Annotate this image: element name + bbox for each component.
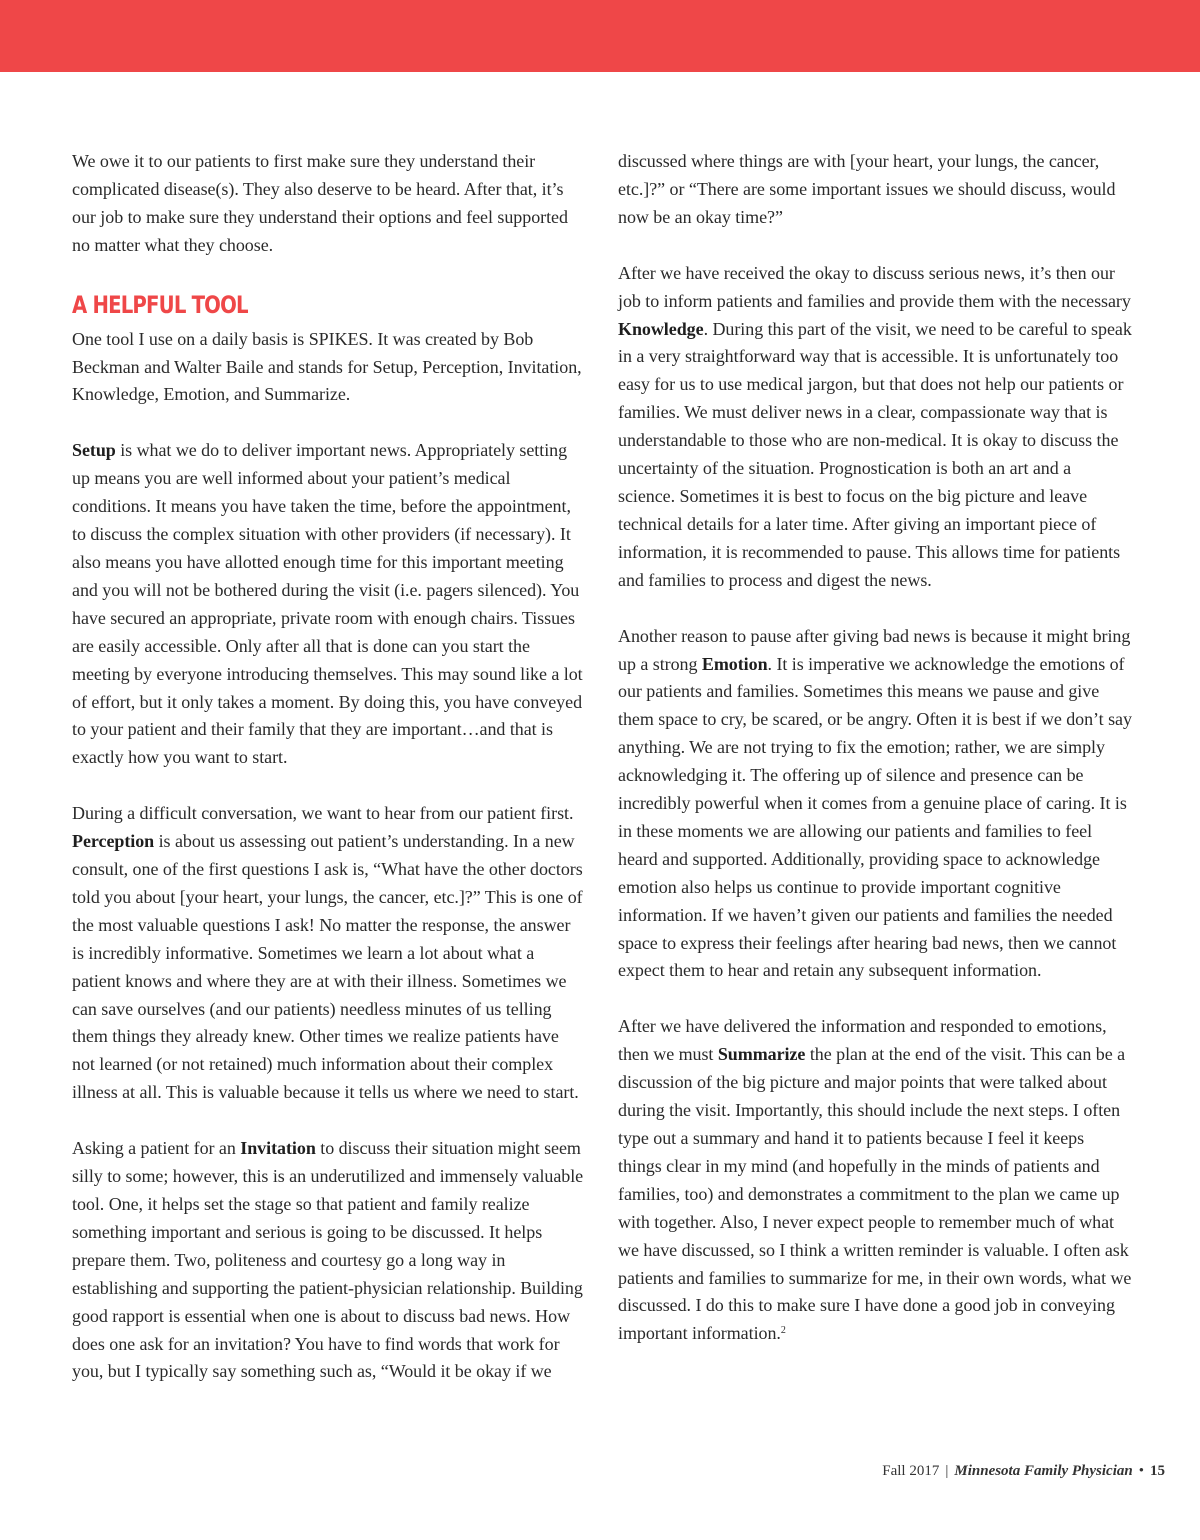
knowledge-paragraph	[618, 260, 1132, 595]
summarize-term: Summarize	[717, 1044, 806, 1065]
footer-bullet: •	[1138, 1463, 1144, 1479]
intro-paragraph: We owe it to our patients to first make sure they understand their complicated disease(s). They also deserve to be heard. After that, it’s our job to make sure they understand their options and feel supported no matter what they choose.	[72, 151, 568, 255]
knowledge-before: After we have received the okay to discuss serious news, it’s then our job to inform patients and families and provide them with the necessary	[618, 262, 1131, 311]
invitation-before: Asking a patient for an	[72, 1138, 241, 1159]
emotion-before: Another reason to pause after giving bad news is because it might bring up a strong	[618, 625, 1131, 674]
left-column	[72, 148, 584, 1414]
right-column	[618, 148, 1132, 1376]
summarize-paragraph	[618, 1013, 1132, 1348]
invitation-term: Invitation	[240, 1138, 316, 1159]
spikes-intro-paragraph: One tool I use on a daily basis is SPIKES. It was created by Bob Beckman and Walter Baile and stands for Setup, Perception, Invitation, Knowledge, Emotion, and Summarize.	[72, 328, 582, 405]
invitation-paragraph	[72, 1135, 584, 1386]
invitation-continued-paragraph: discussed where things are with [your heart, your lungs, the cancer, etc.]?” or “There are some important issues we should discuss, would now be an okay time?”	[618, 151, 1116, 227]
invitation-after: to discuss their situation might seem silly to some; however, this is an underutilized and immensely valuable tool. One, it helps set the stage so that patient and family realize something important and serious is going to be discussed. It helps prepare them. Two, politeness and courtesy go a long way in establishing and supporting the patient-physician relationship. Building good rapport is essential when one is about to discuss bad news. How does one ask for an invitation? You have to find words that work for you, but I typically say something such as, “Would it be okay if we	[72, 1138, 584, 1382]
emotion-term: Emotion	[701, 653, 768, 674]
perception-term: Perception	[72, 831, 155, 852]
page-footer	[882, 1461, 1165, 1481]
emotion-paragraph	[618, 623, 1132, 986]
perception-paragraph	[72, 800, 584, 1107]
perception-after: is about us assessing out patient’s understanding. In a new consult, one of the first questions I ask is, “What have the other doctors told you about [your heart, your lungs, the cancer, etc.]?” This is one of the most valuable questions I ask! No matter the response, the answer is incredibly informative. Sometimes we learn a lot about what a patient knows and where they are at with their illness. Sometimes we can save ourselves (and our patients) needless minutes of us telling them things they already knew. Other times we realize patients have not learned (or not retained) much information about their complex illness at all. This is valuable because it tells us where we need to start.	[72, 831, 583, 1103]
summarize-after: the plan at the end of the visit. This can be a discussion of the big picture and major points that were talked about during the visit. Importantly, this should include the next steps. I often type out a summary and hand it to patients because I feel it keeps things clear in my mind (and hopefully in the minds of patients and families, too) and demonstrates a commitment to the plan we came up with together. Also, I never expect people to remember much of what we have discussed, so I think a written reminder is valuable. I often ask patients and families to summarize for me, in their own words, what we discussed. I do this to make sure I have done a good job in conveying important information.	[618, 1044, 1132, 1344]
footer-issue: Fall 2017	[882, 1463, 940, 1479]
summarize-before: After we have delivered the information and responded to emotions, then we must	[618, 1016, 1107, 1065]
footer-separator: |	[945, 1463, 949, 1479]
knowledge-term: Knowledge	[618, 318, 704, 339]
footnote-reference: 2	[780, 1325, 786, 1337]
emotion-after: . It is imperative we acknowledge the emotions of our patients and families. Sometimes this means we pause and give them space to cry, be scared, or be angry. Often it is best if we don’t say anything. We are not trying to fix the emotion; rather, we are simply acknowledging it. The offering up of silence and presence can be incredibly powerful when it comes from a genuine place of caring. It is in these moments we are allowing our patients and families to feel heard and supported. Additionally, providing space to acknowledge emotion also helps us continue to provide important cognitive information. If we haven’t given our patients and families the needed space to express their feelings after hearing bad news, then we cannot expect them to hear and retain any subsequent information.	[618, 653, 1132, 981]
section-heading: A HELPFUL TOOL	[72, 290, 248, 319]
setup-text: is what we do to deliver important news. Appropriately setting up means you are well informed about your patient’s medical conditions. It means you have taken the time, before the appointment, to discuss the complex situation with other providers (if necessary). It also means you have allotted enough time for this important meeting and you will not be bothered during the visit (i.e. pagers silenced). You have secured an appropriate, private room with enough chairs. Tissues are easily accessible. Only after all that is done can you start the meeting by everyone introducing themselves. This may sound like a lot of effort, but it only takes a moment. By doing this, you have conveyed to your patient and their family that they are important…and that is exactly how you want to start.	[72, 440, 583, 768]
page-number: 15	[1150, 1463, 1165, 1479]
knowledge-after: . During this part of the visit, we need to be careful to speak in a very straightforward way that is accessible. It is unfortunately too easy for us to use medical jargon, but that does not help our patients or families. We must deliver news in a clear, compassionate way that is understandable to those who are non-medical. It is okay to discuss the uncertainty of the situation. Prognostication is both an art and a science. Sometimes it is best to focus on the big picture and leave technical details for a later time. After giving an important piece of information, it is recommended to pause. This allows time for patients and families to process and digest the news.	[618, 318, 1132, 590]
top-color-bar	[0, 0, 1200, 72]
perception-before: During a difficult conversation, we want to hear from our patient first.	[72, 803, 574, 824]
setup-paragraph	[72, 437, 584, 772]
setup-term: Setup	[72, 440, 116, 461]
footer-publication: Minnesota Family Physician	[954, 1463, 1133, 1479]
